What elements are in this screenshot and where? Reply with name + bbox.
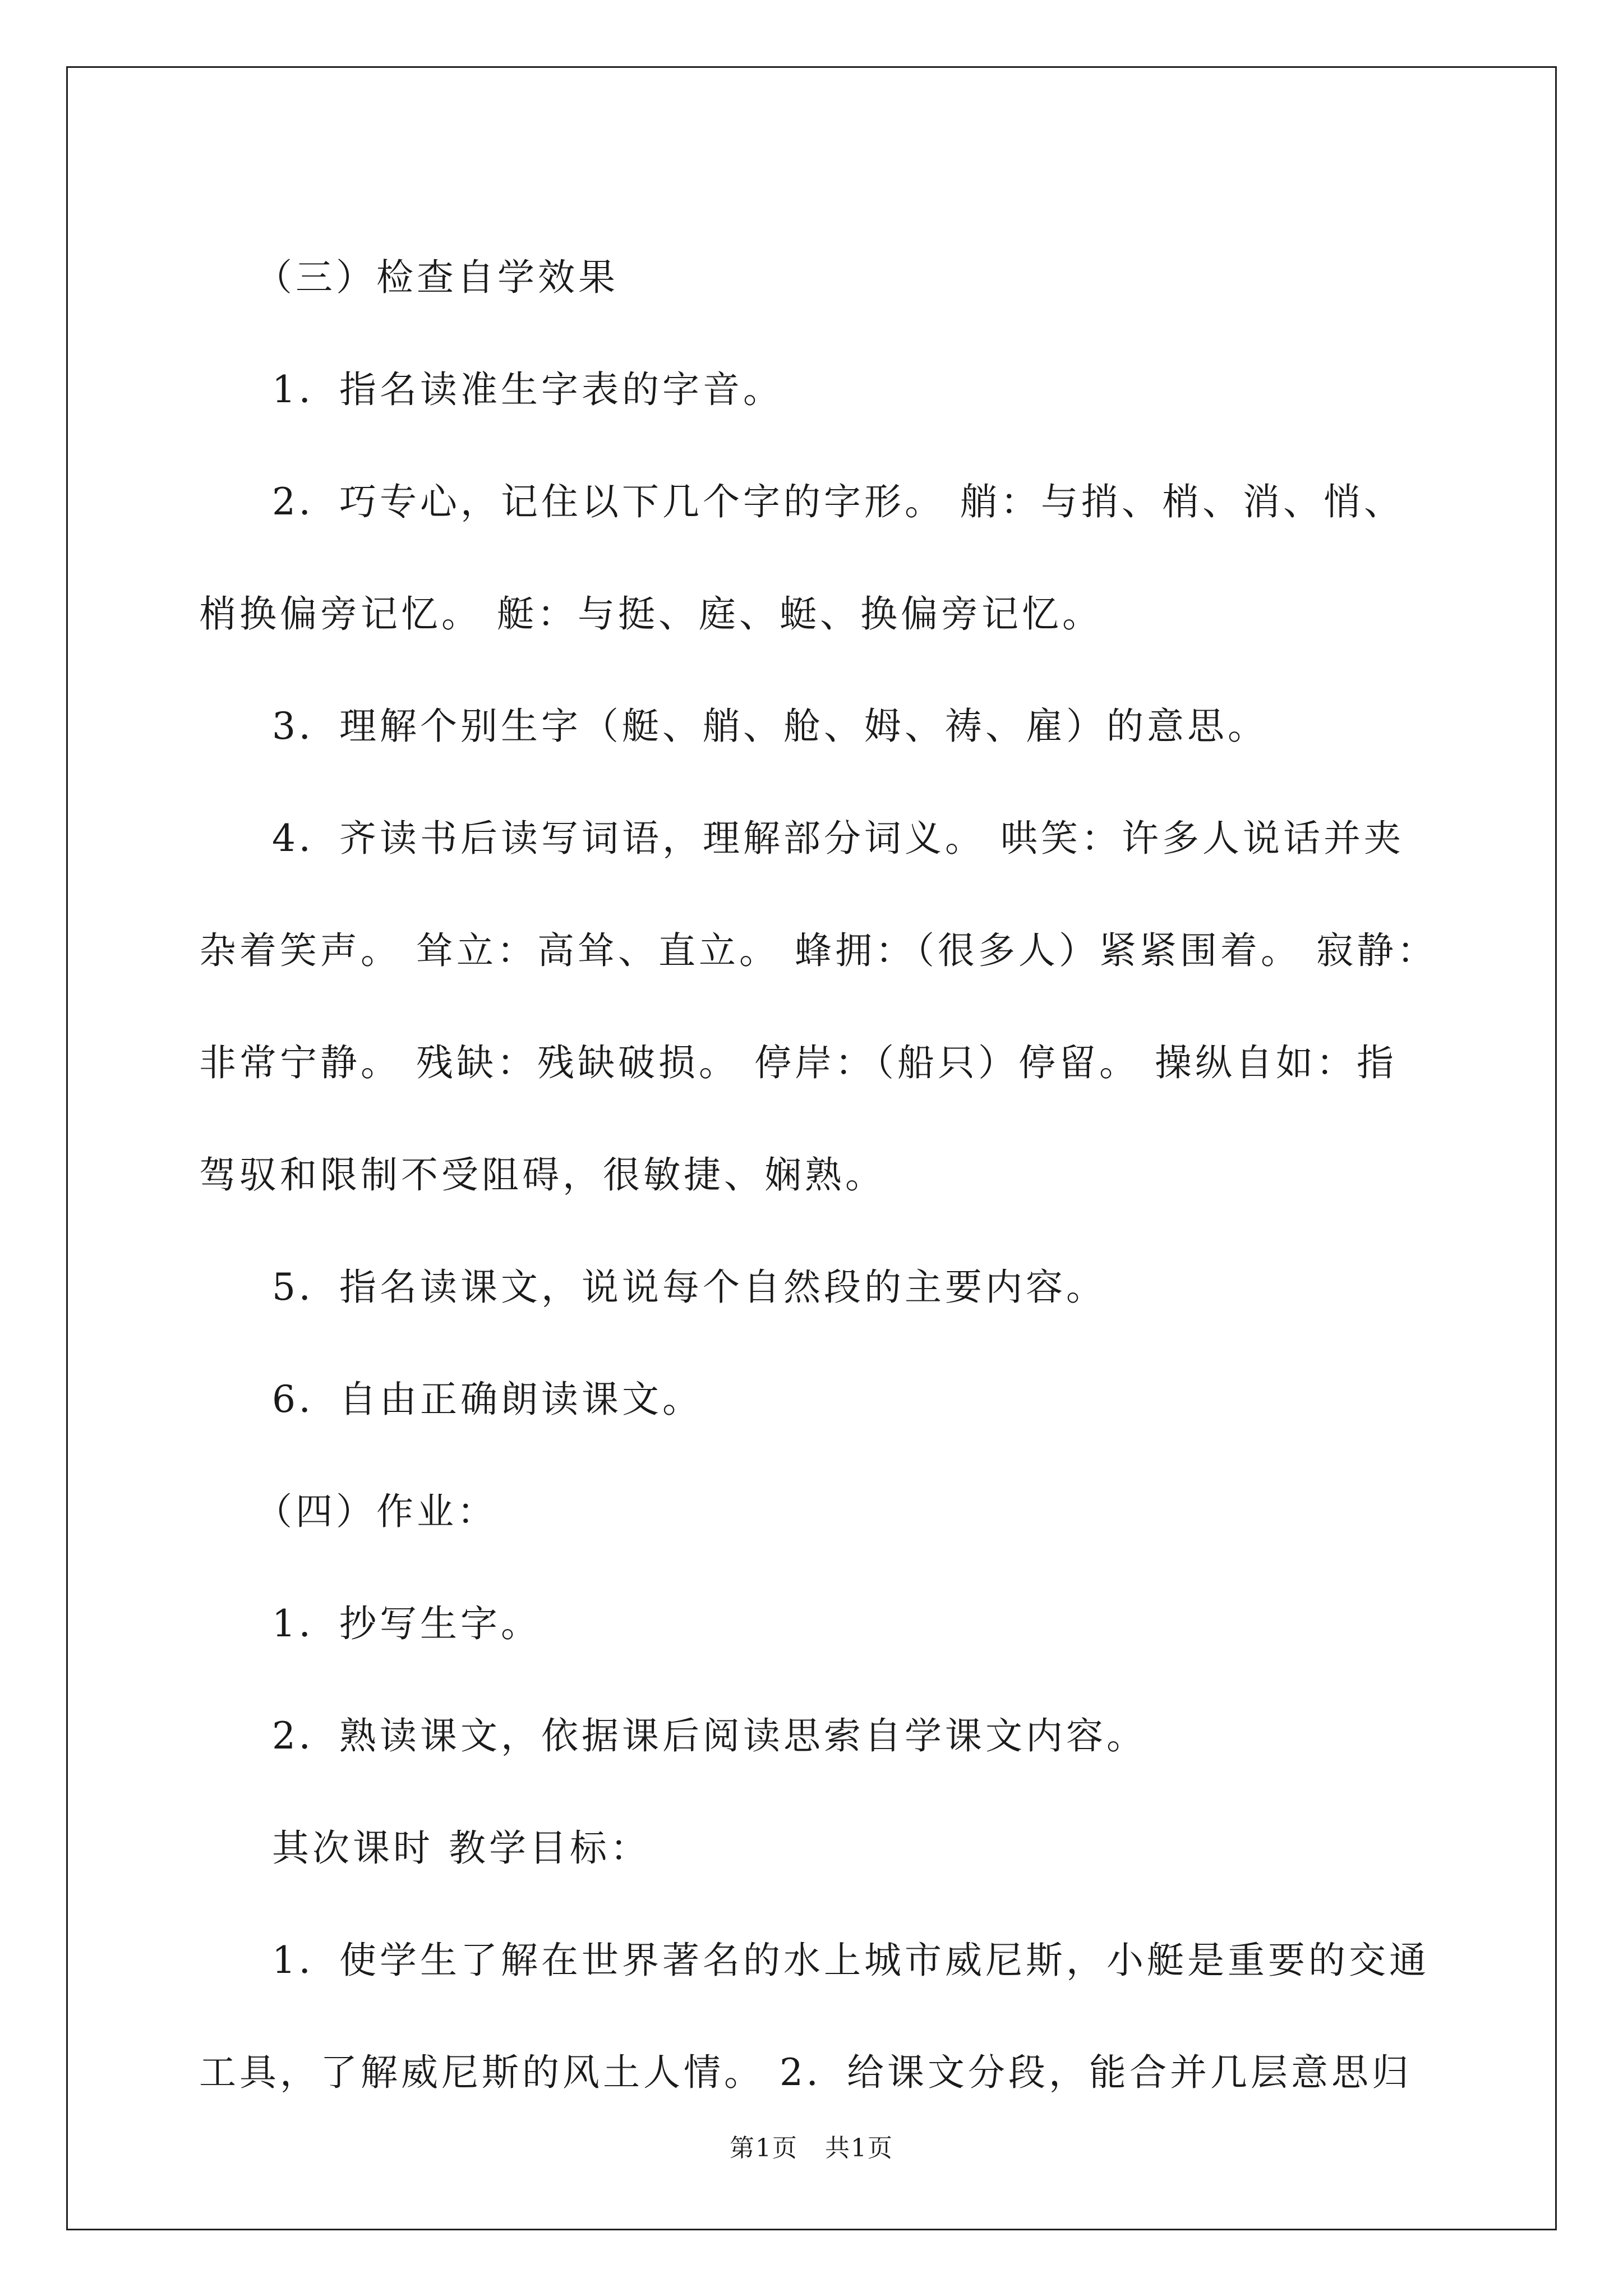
page-footer (0, 2132, 1623, 2165)
paragraph-line: 1．使学生了解在世界著名的水上城市威尼斯，小艇是重要的交通 (272, 1939, 1430, 1982)
paragraph-line: 1．抄写生字。 (272, 1602, 541, 1645)
paragraph-line: 4．齐读书后读写词语，理解部分词义。 哄笑：许多人说话并夹 (272, 817, 1404, 860)
section-heading-check: （三）检查自学效果 (255, 256, 619, 299)
paragraph-line: 杂着笑声。 耸立：高耸、直立。 蜂拥：（很多人）紧紧围着。 寂静： (199, 929, 1437, 972)
paragraph-line: 2．熟读课文，依据课后阅读思索自学课文内容。 (272, 1714, 1147, 1757)
paragraph-line: 6．自由正确朗读课文。 (272, 1378, 703, 1421)
paragraph-line: 5．指名读课文，说说每个自然段的主要内容。 (272, 1266, 1106, 1309)
paragraph-line: 梢换偏旁记忆。 艇：与挺、庭、蜓、换偏旁记忆。 (199, 592, 1103, 636)
section-heading-homework: （四）作业： (255, 1490, 497, 1533)
section-heading-second-lesson: 其次课时 教学目标： (272, 1826, 651, 1870)
page-number-total: 共1页 (825, 2134, 893, 2162)
paragraph-line: 3．理解个别生字（艇、艄、舱、姆、祷、雇）的意思。 (272, 705, 1268, 748)
page-number-current: 第1页 (730, 2134, 798, 2162)
document-body (199, 222, 1438, 2129)
paragraph-line: 工具，了解威尼斯的风土人情。 2．给课文分段，能合并几层意思归 (199, 2051, 1412, 2094)
paragraph-line: 1．指名读准生字表的字音。 (272, 368, 783, 411)
paragraph-line: 非常宁静。 残缺：残缺破损。 停岸：（船只）停留。 操纵自如：指 (199, 1041, 1397, 1084)
paragraph-line: 驾驭和限制不受阻碍，很敏捷、娴熟。 (199, 1153, 886, 1197)
paragraph-line: 2．巧专心，记住以下几个字的字形。 艄：与捎、梢、消、悄、 (272, 480, 1404, 523)
